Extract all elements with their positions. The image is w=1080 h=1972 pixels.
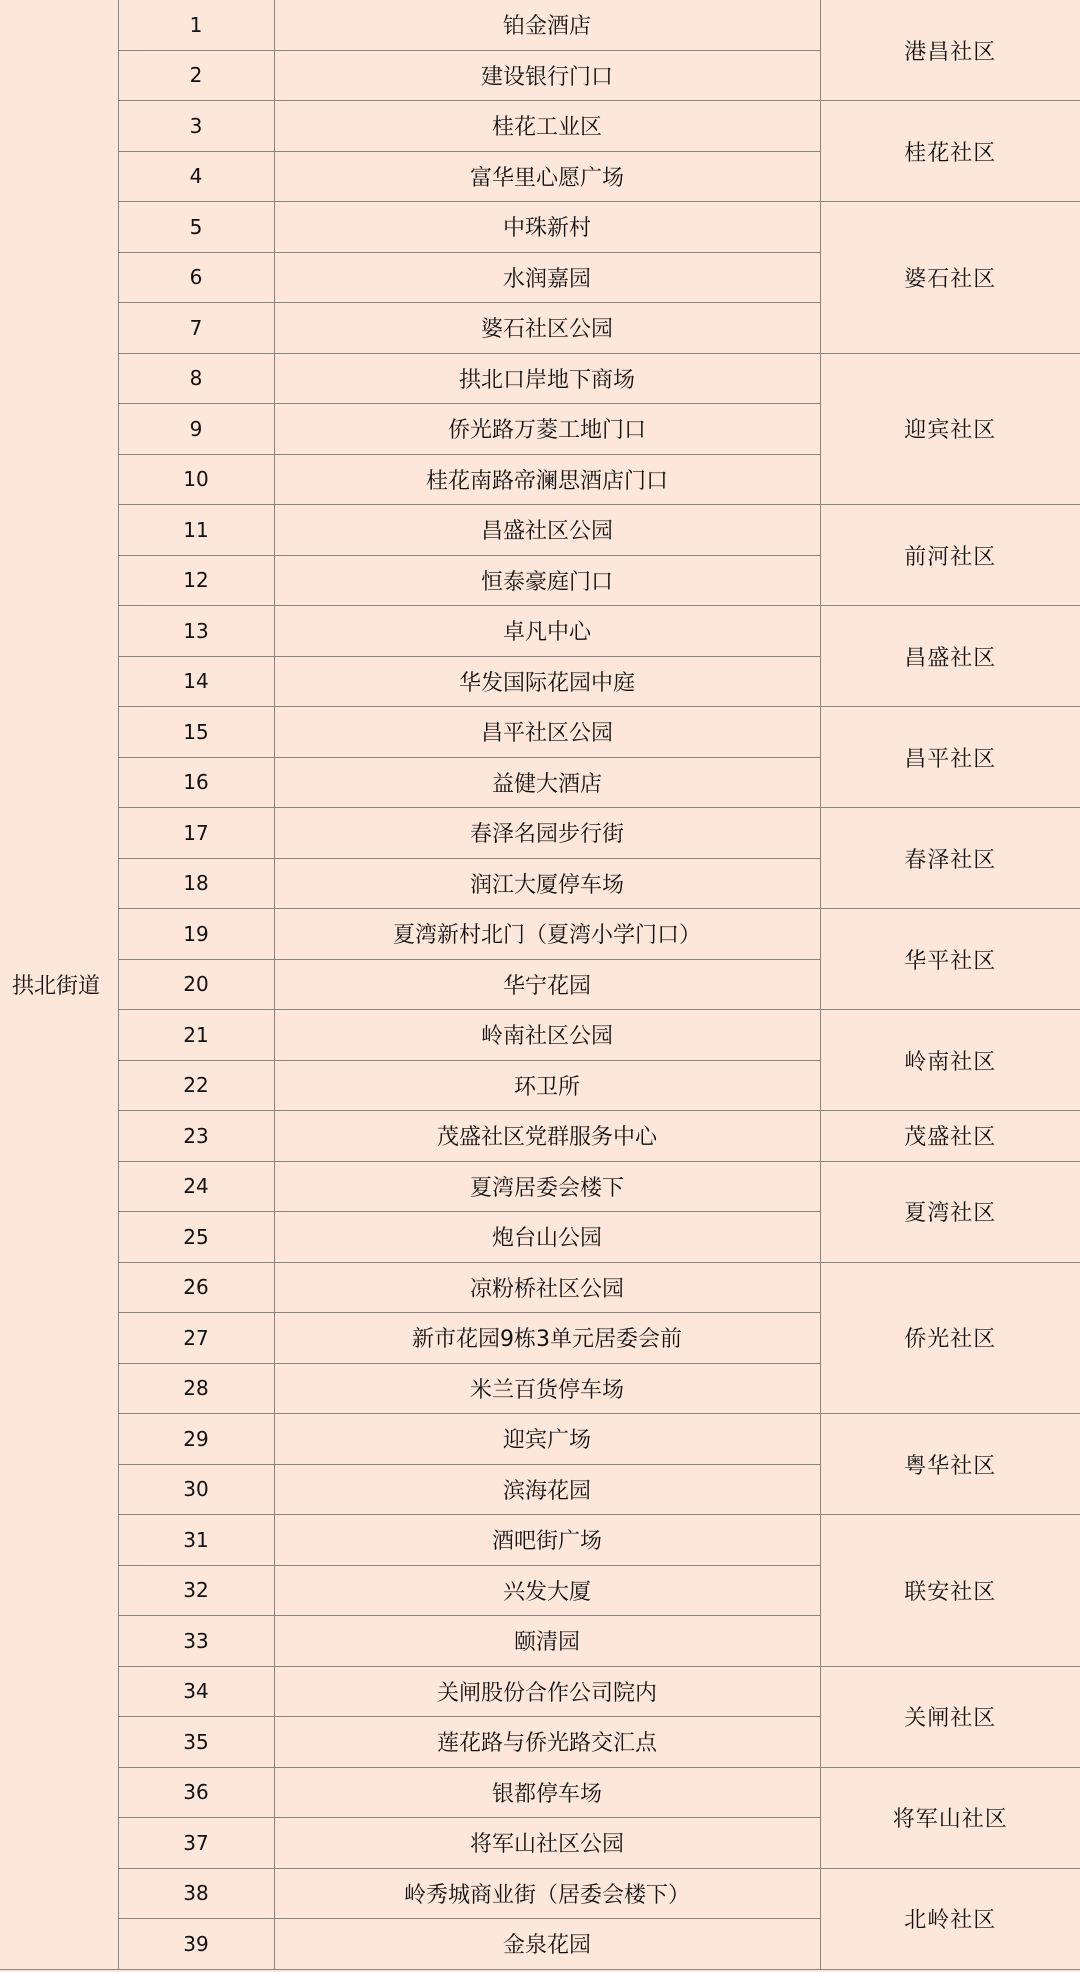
location-cell: 炮台山公园 [274, 1212, 820, 1263]
row-number: 8 [118, 353, 274, 404]
location-cell: 桂花南路帝澜思酒店门口 [274, 454, 820, 505]
location-cell: 华宁花园 [274, 959, 820, 1010]
location-cell: 益健大酒店 [274, 757, 820, 808]
row-number: 39 [118, 1919, 274, 1970]
location-cell: 卓凡中心 [274, 606, 820, 657]
community-cell: 茂盛社区 [820, 1111, 1080, 1162]
location-cell: 将军山社区公园 [274, 1818, 820, 1869]
row-number: 19 [118, 909, 274, 960]
row-number: 25 [118, 1212, 274, 1263]
location-cell: 环卫所 [274, 1060, 820, 1111]
location-cell: 侨光路万菱工地门口 [274, 404, 820, 455]
location-cell: 水润嘉园 [274, 252, 820, 303]
row-number: 32 [118, 1565, 274, 1616]
location-cell: 婆石社区公园 [274, 303, 820, 354]
table-row [0, 505, 1080, 556]
row-number: 27 [118, 1313, 274, 1364]
row-number: 22 [118, 1060, 274, 1111]
row-number: 13 [118, 606, 274, 657]
location-cell: 拱北口岸地下商场 [274, 353, 820, 404]
location-cell: 润江大厦停车场 [274, 858, 820, 909]
table-row [0, 1111, 1080, 1162]
community-cell: 春泽社区 [820, 808, 1080, 909]
row-number: 36 [118, 1767, 274, 1818]
location-cell: 关闸股份合作公司院内 [274, 1666, 820, 1717]
location-cell: 岭秀城商业街（居委会楼下） [274, 1868, 820, 1919]
location-cell: 迎宾广场 [274, 1414, 820, 1465]
table-row [0, 0, 1080, 50]
community-cell: 婆石社区 [820, 202, 1080, 354]
location-cell: 莲花路与侨光路交汇点 [274, 1717, 820, 1768]
row-number: 9 [118, 404, 274, 455]
row-number: 28 [118, 1363, 274, 1414]
table-row [0, 101, 1080, 152]
row-number: 16 [118, 757, 274, 808]
location-cell: 昌盛社区公园 [274, 505, 820, 556]
row-number: 3 [118, 101, 274, 152]
row-number: 21 [118, 1010, 274, 1061]
location-cell: 富华里心愿广场 [274, 151, 820, 202]
location-cell: 中珠新村 [274, 202, 820, 253]
location-cell: 颐清园 [274, 1616, 820, 1667]
table-row [0, 1414, 1080, 1465]
table-row [0, 202, 1080, 253]
row-number: 34 [118, 1666, 274, 1717]
table-row [0, 606, 1080, 657]
row-number: 29 [118, 1414, 274, 1465]
location-cell: 滨海花园 [274, 1464, 820, 1515]
location-cell: 春泽名园步行街 [274, 808, 820, 859]
street-cell: 拱北街道 [0, 0, 118, 1969]
community-cell: 粤华社区 [820, 1414, 1080, 1515]
row-number: 26 [118, 1262, 274, 1313]
community-cell: 桂花社区 [820, 101, 1080, 202]
row-number: 23 [118, 1111, 274, 1162]
row-number: 33 [118, 1616, 274, 1667]
location-cell: 桂花工业区 [274, 101, 820, 152]
location-cell: 金泉花园 [274, 1919, 820, 1970]
table-row [0, 808, 1080, 859]
table-row [0, 1868, 1080, 1919]
row-number: 38 [118, 1868, 274, 1919]
row-number: 14 [118, 656, 274, 707]
community-cell: 港昌社区 [820, 0, 1080, 101]
community-cell: 昌盛社区 [820, 606, 1080, 707]
community-cell: 夏湾社区 [820, 1161, 1080, 1262]
table-row [0, 1262, 1080, 1313]
row-number: 10 [118, 454, 274, 505]
location-cell: 夏湾居委会楼下 [274, 1161, 820, 1212]
community-cell: 华平社区 [820, 909, 1080, 1010]
table-row [0, 1767, 1080, 1818]
row-number: 37 [118, 1818, 274, 1869]
row-number: 15 [118, 707, 274, 758]
row-number: 17 [118, 808, 274, 859]
row-number: 1 [118, 0, 274, 50]
table-row [0, 1515, 1080, 1566]
location-cell: 建设银行门口 [274, 50, 820, 101]
row-number: 30 [118, 1464, 274, 1515]
community-cell: 将军山社区 [820, 1767, 1080, 1868]
location-cell: 夏湾新村北门（夏湾小学门口） [274, 909, 820, 960]
community-cell: 岭南社区 [820, 1010, 1080, 1111]
row-number: 20 [118, 959, 274, 1010]
location-cell: 岭南社区公园 [274, 1010, 820, 1061]
row-number: 35 [118, 1717, 274, 1768]
table-row [0, 909, 1080, 960]
table-row [0, 1010, 1080, 1061]
row-number: 12 [118, 555, 274, 606]
location-cell: 银都停车场 [274, 1767, 820, 1818]
row-number: 24 [118, 1161, 274, 1212]
community-cell: 迎宾社区 [820, 353, 1080, 505]
community-cell: 关闸社区 [820, 1666, 1080, 1767]
location-cell: 华发国际花园中庭 [274, 656, 820, 707]
community-cell: 北岭社区 [820, 1868, 1080, 1969]
row-number: 2 [118, 50, 274, 101]
table-row [0, 1161, 1080, 1212]
location-cell: 酒吧街广场 [274, 1515, 820, 1566]
row-number: 31 [118, 1515, 274, 1566]
location-cell: 昌平社区公园 [274, 707, 820, 758]
location-cell: 新市花园9栋3单元居委会前 [274, 1313, 820, 1364]
row-number: 11 [118, 505, 274, 556]
row-number: 7 [118, 303, 274, 354]
row-number: 6 [118, 252, 274, 303]
table-row [0, 353, 1080, 404]
row-number: 5 [118, 202, 274, 253]
community-cell: 联安社区 [820, 1515, 1080, 1667]
location-cell: 凉粉桥社区公园 [274, 1262, 820, 1313]
location-cell: 茂盛社区党群服务中心 [274, 1111, 820, 1162]
table-row [0, 1666, 1080, 1717]
community-cell: 侨光社区 [820, 1262, 1080, 1414]
location-cell: 米兰百货停车场 [274, 1363, 820, 1414]
community-cell: 昌平社区 [820, 707, 1080, 808]
row-number: 4 [118, 151, 274, 202]
community-cell: 前河社区 [820, 505, 1080, 606]
table-row [0, 707, 1080, 758]
location-cell: 恒泰豪庭门口 [274, 555, 820, 606]
location-cell: 兴发大厦 [274, 1565, 820, 1616]
location-cell: 铂金酒店 [274, 0, 820, 50]
row-number: 18 [118, 858, 274, 909]
